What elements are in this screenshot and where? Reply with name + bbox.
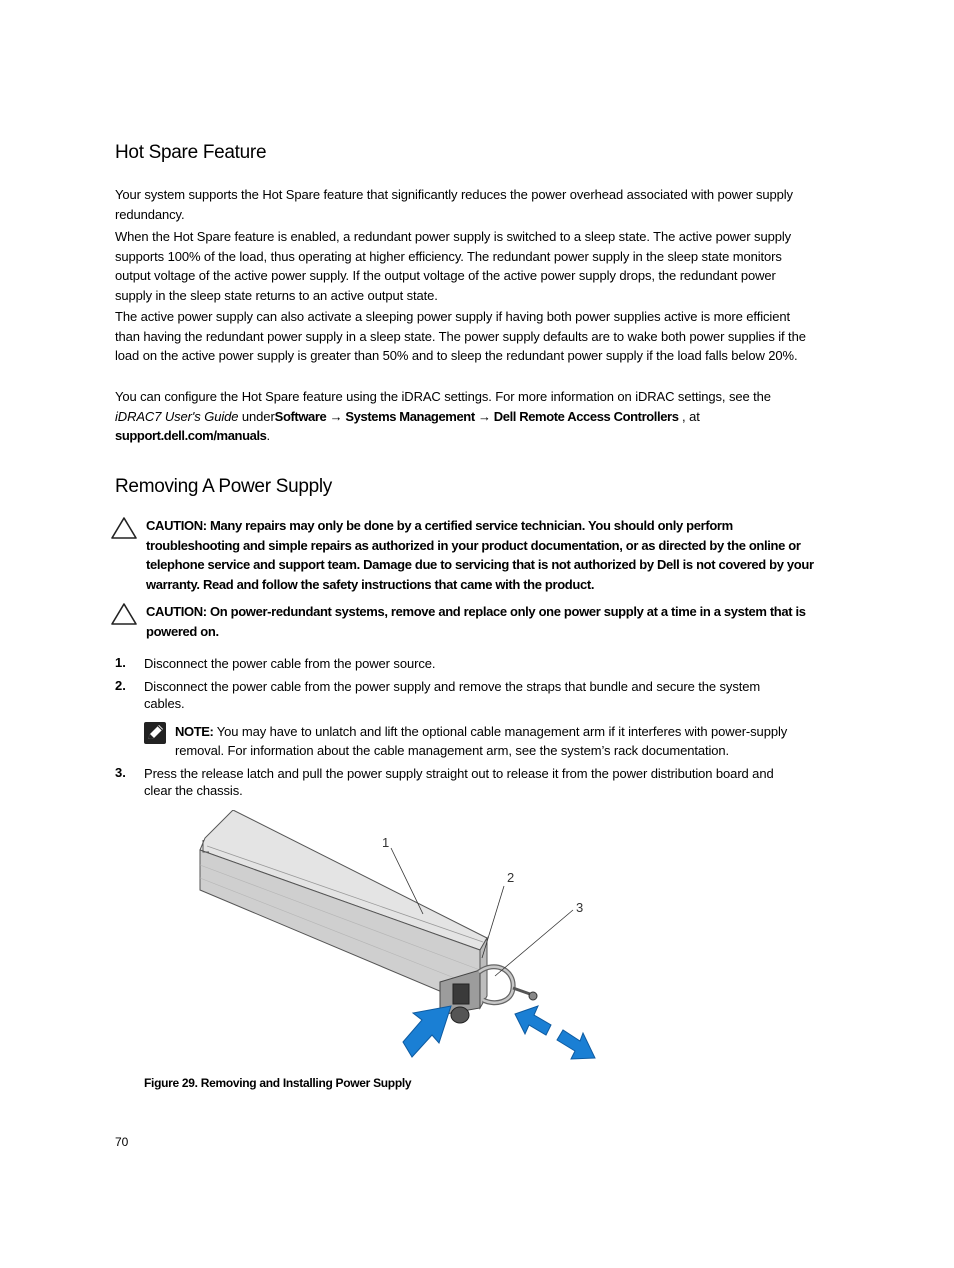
- under-text: under: [238, 408, 275, 424]
- callout-label-3: 3: [576, 900, 584, 915]
- callout-line-3: [495, 910, 573, 976]
- power-supply-illustration: [195, 810, 605, 1065]
- caution-text-1: CAUTION: Many repairs may only be done by a certified service technician. You should only perform troubleshooting and simple repairs as authorized in your product documentation, or as directed by the online or telephone service and support team. Damage due to servicing that is not authorized by Dell is not covered by your warranty. Read and follow the safety instructions that came with the product.: [146, 518, 814, 592]
- figure-caption: Figure 29. Removing and Installing Power Supply: [144, 1076, 412, 1090]
- step-number: 3.: [115, 765, 126, 780]
- hot-spare-paragraph-2: When the Hot Spare feature is enabled, a redundant power supply is switched to a sleep state. The active power supply supports 100% of the load, thus operating at higher efficiency. The redundant power supply in the sleep state monitors output voltage of the active power supply. If the output voltage of the active power supply drops, the redundant power supply in the sleep state returns to an active output state.: [115, 229, 792, 303]
- heading-hot-spare: Hot Spare Feature: [115, 142, 267, 163]
- caution-text-2: CAUTION: On power-redundant systems, remove and replace only one power supply at a time in a system that is powered on.: [146, 604, 806, 639]
- hot-spare-paragraph-1: Your system supports the Hot Spare feature that significantly reduces the power overhead associated with power supply redundancy.: [115, 187, 793, 222]
- step-text: Press the release latch and pull the power supply straight out to release it from the power distribution board and clear the chassis.: [144, 766, 774, 798]
- idrac-menu-path: Software → Systems Management → Dell Remote Access Controllers: [274, 408, 679, 424]
- step-number: 2.: [115, 678, 126, 693]
- hot-spare-paragraph-3: The active power supply can also activate a sleeping power supply if having both power supplies active is more efficient than having the redundant power supply in a sleep state. The power supply defaults are to wake both power supplies if the load on the active power supply is greater than 50% and to sleep the redundant power supply if the load falls below 20%.: [115, 309, 806, 363]
- callout-label-1: 1: [382, 835, 390, 850]
- idrac-guide-title: iDRAC7 User's Guide: [115, 408, 239, 424]
- step-text: Disconnect the power cable from the power source.: [144, 656, 436, 671]
- step-number: 1.: [115, 655, 126, 670]
- note-text: [175, 722, 815, 760]
- heading-removing-power-supply: Removing A Power Supply: [115, 476, 332, 497]
- step-text: Disconnect the power cable from the power supply and remove the straps that bundle and secure the system cables.: [144, 679, 761, 711]
- note-label: NOTE:: [175, 724, 214, 739]
- callout-label-2: 2: [507, 870, 515, 885]
- period-text: .: [266, 428, 271, 443]
- insert-arrow-icon: [403, 1006, 451, 1057]
- page-number: 70: [115, 1135, 129, 1149]
- support-url-link[interactable]: support.dell.com/manuals: [115, 428, 267, 443]
- power-supply-unit: [200, 810, 487, 1015]
- cable-arrow-in-icon: [515, 1006, 551, 1035]
- note-body: You may have to unlatch and lift the optional cable management arm if it interferes with power-supply removal. For information about the cable management arm, see the system’s rack documentation.: [175, 724, 788, 758]
- caution-triangle-icon: [110, 516, 138, 540]
- callout-line-2: [482, 886, 504, 958]
- note-pencil-icon: [144, 722, 166, 744]
- power-connector-socket: [453, 984, 469, 1004]
- cable-arrow-out-icon: [557, 1030, 595, 1059]
- idrac-lead-text: You can configure the Hot Spare feature using the iDRAC settings. For more information on iDRAC settings, see the: [115, 389, 771, 404]
- caution-triangle-icon: [110, 602, 138, 626]
- at-text: , at: [678, 408, 700, 424]
- hot-spare-paragraph-4: [115, 387, 815, 446]
